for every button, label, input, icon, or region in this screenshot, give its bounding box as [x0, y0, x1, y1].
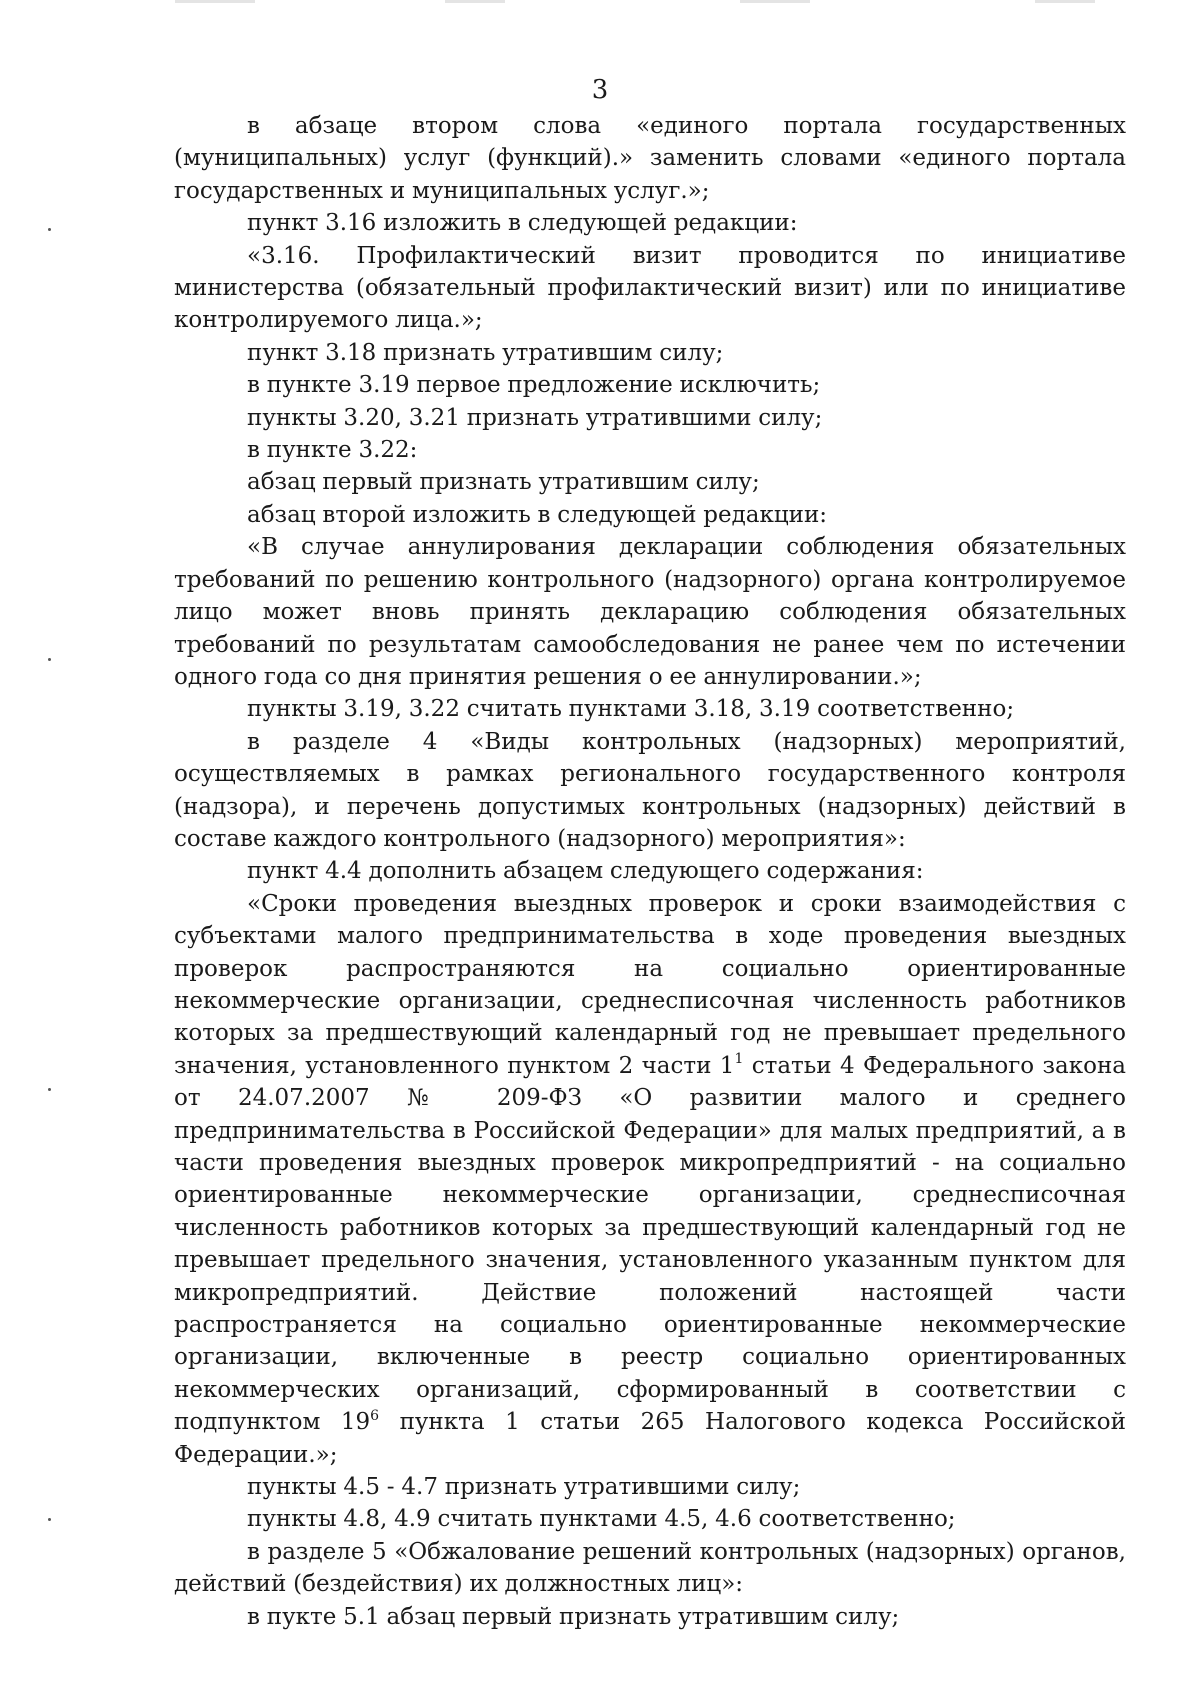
paragraph: в пукте 5.1 абзац первый признать утратившим силу; [247, 1603, 900, 1630]
paragraph: в разделе 4 «Виды контрольных (надзорных) мероприятий, осуществляемых в рамках регионального государственного контроля (надзора), и перечень допустимых контрольных (надзорных) действий в составе каждого контрольного (надзорного) мероприятия»: [174, 728, 1126, 852]
paragraph: пункты 4.8, 4.9 считать пунктами 4.5, 4.6 соответственно; [247, 1506, 956, 1533]
superscript: 1 [734, 1051, 744, 1068]
paragraph: пункт 3.16 изложить в следующей редакции: [247, 210, 798, 237]
paragraph: в пункте 3.19 первое предложение исключить; [247, 372, 821, 399]
scan-edge-mark [740, 0, 810, 3]
paragraph: абзац второй изложить в следующей редакции: [247, 501, 828, 528]
margin-dot [48, 1088, 51, 1091]
paragraph: абзац первый признать утратившим силу; [247, 469, 760, 496]
superscript: 6 [370, 1407, 380, 1424]
paragraph: «3.16. Профилактический визит проводится по инициативе министерства (обязательный профилактический визит) или по инициативе контролируемого лица.»; [174, 242, 1126, 334]
paragraph-text: пункта 1 статьи 265 Налогового кодекса Российской Федерации.»; [174, 1409, 1126, 1468]
paragraph: пункты 3.19, 3.22 считать пунктами 3.18, 3.19 соответственно; [247, 696, 1015, 723]
scan-edge-mark [1035, 0, 1095, 3]
margin-dot [48, 1518, 51, 1521]
document-body [174, 110, 1126, 1633]
paragraph [174, 888, 1126, 1471]
page-number: 3 [591, 75, 609, 105]
paragraph: в разделе 5 «Обжалование решений контрольных (надзорных) органов, действий (бездействия) их должностных лиц»: [174, 1538, 1126, 1598]
paragraph: пункты 4.5 - 4.7 признать утратившими силу; [247, 1474, 801, 1501]
paragraph: в абзаце втором слова «единого портала государственных (муниципальных) услуг (функций).» заменить словами «единого портала государственных и муниципальных услуг.»; [174, 113, 1126, 204]
scan-edge-mark [445, 0, 505, 3]
paragraph-text: «Сроки проведения выездных проверок и сроки взаимодействия с субъектами малого предпринимательства в ходе проведения выездных проверок распространяются на социально ориентированные некоммерческие организации, среднесписочная численность работников которых за предшествующий календарный год не превышает предельного значения, установленного пунктом 2 части 1 [174, 890, 1126, 1079]
scan-edge-mark [175, 0, 255, 3]
margin-dot [48, 658, 51, 661]
paragraph-text: статьи 4 Федерального закона от 24.07.2007 № 209-ФЗ «О развитии малого и среднего предпринимательства в Российской Федерации» для малых предприятий, а в части проведения выездных проверок микропредприятий - на социально ориентированные некоммерческие организации, среднесписочная численность работников которых за предшествующий календарный год не превышает предельного значения, установленного указанным пунктом для микропредприятий. Действие положений настоящей части распространяется на социально ориентированные некоммерческие организации, включенные в реестр социально ориентированных некоммерческих организаций, сформированный в соответствии с подпунктом 19 [174, 1052, 1126, 1436]
paragraph: «В случае аннулирования декларации соблюдения обязательных требований по решению контрольного (надзорного) органа контролируемое лицо может вновь принять декларацию соблюдения обязательных требований по результатам самообследования не ранее чем по истечении одного года со дня принятия решения о ее аннулировании.»; [174, 534, 1126, 690]
paragraph: пункт 3.18 признать утратившим силу; [247, 339, 724, 366]
paragraph: пункты 3.20, 3.21 признать утратившими силу; [247, 404, 823, 431]
paragraph: пункт 4.4 дополнить абзацем следующего содержания: [247, 858, 924, 885]
margin-dot [48, 228, 51, 231]
paragraph: в пункте 3.22: [247, 437, 418, 464]
